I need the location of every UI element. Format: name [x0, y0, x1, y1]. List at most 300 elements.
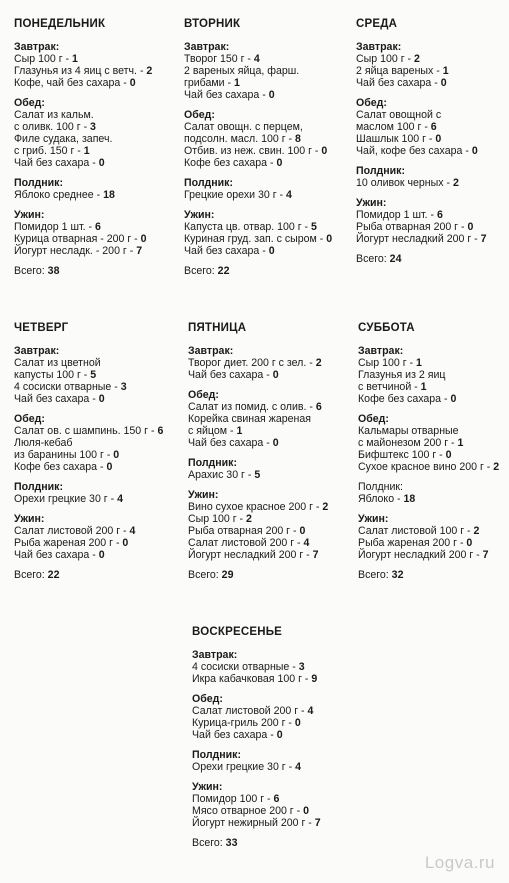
meal-title: Полдник:: [14, 177, 64, 189]
day-total-label: Всего:: [184, 265, 218, 277]
food-item-text: Кофе, чай без сахара -: [14, 77, 130, 89]
food-item-points: 0: [440, 77, 447, 89]
food-item-points: 7: [480, 233, 487, 245]
food-item-text: Рыба отварная 200 г -: [356, 221, 468, 233]
meal-title: Обед:: [14, 413, 45, 425]
food-item-text: Курица отварная - 200 г -: [14, 233, 141, 245]
food-item-points: 0: [98, 157, 105, 169]
food-item-text: 4 сосиски отварные -: [192, 661, 299, 673]
meal-title: Ужин:: [188, 489, 219, 501]
food-item: [192, 661, 352, 673]
food-item-text: Чай без сахара -: [188, 369, 273, 381]
food-item-text: Мясо отварное 200 г -: [192, 805, 304, 817]
food-item-text: Творог диет. 200 г с зел. -: [188, 357, 316, 369]
food-item-points: 7: [136, 245, 143, 257]
food-item-text: 2 яйца вареных -: [356, 65, 443, 77]
food-item: [184, 157, 344, 169]
day-total-value: 29: [221, 569, 234, 581]
food-item-points: 0: [471, 145, 478, 157]
food-item: [358, 461, 509, 473]
food-item: [192, 717, 352, 729]
food-item-points: 4: [253, 53, 260, 65]
meal-title: Завтрак:: [14, 41, 60, 53]
day-total: [14, 569, 174, 581]
day-title: ПОНЕДЕЛЬНИК: [14, 18, 106, 30]
food-item-text: Чай без сахара -: [184, 89, 269, 101]
food-item-points: 3: [90, 121, 96, 133]
food-item: [192, 705, 352, 717]
food-item: [192, 805, 352, 817]
food-item: [184, 133, 344, 145]
meal-section: [356, 197, 509, 245]
food-item-points: 6: [436, 209, 443, 221]
food-item: [188, 413, 348, 425]
meal-title: Обед:: [192, 693, 223, 705]
meal-title: Полдник:: [184, 177, 234, 189]
food-item: [358, 357, 509, 369]
meal-title: Ужин:: [14, 209, 45, 221]
food-item: [358, 537, 509, 549]
meal-title: Полдник:: [358, 481, 403, 493]
food-item: [14, 461, 174, 473]
food-item-text: 2 вареных яйца, фарш.: [184, 65, 300, 77]
day-total-label: Всего:: [14, 265, 48, 277]
meal-title: Ужин:: [184, 209, 215, 221]
food-item: [14, 77, 174, 89]
food-item: [14, 425, 174, 437]
food-item: [188, 425, 348, 437]
day-card-friday: [188, 322, 348, 581]
food-item-text: Чай без сахара -: [356, 77, 441, 89]
meal-title: Завтрак:: [358, 345, 404, 357]
food-item-text: Сыр 100 г -: [188, 513, 246, 525]
food-item: [14, 157, 174, 169]
food-item-points: 5: [90, 369, 97, 381]
meal-section: [356, 41, 509, 89]
day-total-label: Всего:: [356, 253, 390, 265]
food-item-text: Чай, кофе без сахара -: [356, 145, 472, 157]
food-item: [14, 525, 174, 537]
food-item: [14, 449, 174, 461]
food-item-points: 2: [146, 65, 153, 77]
food-item-text: Салат листовой 200 г -: [188, 537, 304, 549]
food-item-text: Глазунья из 4 яиц с ветч. -: [14, 65, 147, 77]
meal-title: Завтрак:: [188, 345, 234, 357]
food-item-text: Чай без сахара -: [14, 157, 99, 169]
food-item: [14, 65, 174, 77]
food-item: [358, 549, 509, 561]
food-item-text: Кальмары отварные: [358, 425, 459, 437]
food-item: [184, 65, 344, 77]
food-item: [14, 245, 174, 257]
meal-section: [14, 481, 174, 505]
food-item-text: Салат листовой 200 г -: [14, 525, 130, 537]
food-item-text: Люля-кебаб: [14, 437, 73, 449]
food-item-text: Салат овощной с: [356, 109, 442, 121]
food-item-points: 1: [234, 77, 240, 89]
food-item-points: 0: [294, 717, 301, 729]
food-item-points: 2: [322, 501, 329, 513]
day-total-value: 22: [217, 265, 230, 277]
food-item-points: 1: [72, 53, 78, 65]
food-item-points: 0: [276, 157, 283, 169]
food-item-text: из баранины 100 г -: [14, 449, 114, 461]
food-item-text: Капуста цв. отвар. 100 г -: [184, 221, 312, 233]
food-item-text: Корейка свиная жареная: [188, 413, 311, 425]
day-total: [188, 569, 348, 581]
food-item: [188, 549, 348, 561]
food-item-text: Салат листовой 200 г -: [192, 705, 308, 717]
meal-title: Полдник:: [356, 165, 406, 177]
meal-section: [14, 41, 174, 89]
meal-section: [358, 345, 509, 405]
food-item-points: 0: [268, 89, 275, 101]
food-item: [356, 177, 509, 189]
meal-section: [184, 41, 344, 101]
food-item-text: Салат овощн. с перцем,: [184, 121, 303, 133]
food-item-text: Салат из кальм.: [14, 109, 94, 121]
day-total-label: Всего:: [188, 569, 222, 581]
food-item-points: 5: [254, 469, 261, 481]
food-item: [14, 109, 174, 121]
meal-title: Обед:: [14, 97, 45, 109]
day-card-wednesday: [356, 18, 509, 265]
food-item-text: маслом 100 г -: [356, 121, 431, 133]
food-item: [358, 449, 509, 461]
meal-section: [14, 345, 174, 405]
food-item: [188, 357, 348, 369]
food-item-text: Йогурт несладкий 200 г -: [356, 233, 481, 245]
food-item: [14, 437, 174, 449]
food-item: [358, 425, 509, 437]
meal-section: [188, 345, 348, 381]
meal-section: [14, 177, 174, 201]
meal-section: [358, 513, 509, 561]
meal-title: Завтрак:: [14, 345, 60, 357]
meal-section: [356, 165, 509, 189]
day-total: [184, 265, 344, 277]
food-item-points: 6: [94, 221, 101, 233]
food-item-points: 6: [273, 793, 280, 805]
meal-section: [188, 389, 348, 449]
meal-section: [356, 97, 509, 157]
food-item-text: подсолн. масл. 100 г -: [184, 133, 296, 145]
food-item-points: 3: [120, 381, 127, 393]
food-item: [188, 537, 348, 549]
food-item: [356, 53, 509, 65]
day-total: [356, 253, 509, 265]
food-item-text: Чай без сахара -: [184, 245, 269, 257]
food-item-points: 0: [113, 449, 120, 461]
food-item-points: 0: [276, 729, 283, 741]
food-item-text: с оливк. 100 г -: [14, 121, 91, 133]
day-card-sunday: [192, 626, 352, 849]
food-item-points: 4: [117, 493, 123, 505]
food-item-text: Чай без сахара -: [14, 393, 99, 405]
food-item-text: Кофе без сахара -: [184, 157, 277, 169]
food-item: [14, 189, 174, 201]
food-item: [192, 729, 352, 741]
day-total-value: 33: [225, 837, 238, 849]
food-item: [14, 53, 174, 65]
food-item: [184, 189, 344, 201]
day-total-value: 38: [47, 265, 60, 277]
food-item-text: с майонезом 200 г -: [358, 437, 458, 449]
day-title: ПЯТНИЦА: [188, 322, 247, 334]
meal-section: [14, 413, 174, 473]
food-item: [188, 401, 348, 413]
food-item: [14, 369, 174, 381]
meal-title: Полдник:: [14, 481, 64, 493]
food-item: [14, 221, 174, 233]
food-item-text: Бифштекс 100 г -: [358, 449, 446, 461]
day-card-thursday: [14, 322, 174, 581]
food-item-text: Творог 150 г -: [184, 53, 254, 65]
food-item-points: 1: [83, 145, 90, 157]
food-item-text: Икра кабачковая 100 г -: [192, 673, 312, 685]
meal-section: [14, 209, 174, 257]
food-item-text: с ветчиной -: [358, 381, 421, 393]
food-item-points: 4: [286, 189, 292, 201]
food-item: [356, 133, 509, 145]
day-card-saturday: [358, 322, 509, 581]
food-item: [184, 53, 344, 65]
food-item-text: Помидор 1 шт. -: [14, 221, 95, 233]
food-item: [356, 209, 509, 221]
food-item: [14, 493, 174, 505]
food-item-points: 0: [272, 437, 279, 449]
food-item-text: Шашлык 100 г -: [356, 133, 436, 145]
food-item-text: 10 оливок черных -: [356, 177, 453, 189]
day-title: ЧЕТВЕРГ: [14, 322, 69, 334]
food-item-points: 6: [157, 425, 164, 437]
food-item-text: Кофе без сахара -: [358, 393, 451, 405]
food-item: [188, 501, 348, 513]
food-item-points: 0: [106, 461, 113, 473]
food-item-points: 2: [414, 53, 420, 65]
food-item: [14, 145, 174, 157]
meal-title: Ужин:: [356, 197, 387, 209]
meal-section: [14, 513, 174, 561]
food-item: [358, 437, 509, 449]
food-item-text: Салат ов. с шампинь. 150 г -: [14, 425, 158, 437]
food-item-text: Рыба жареная 200 г -: [358, 537, 467, 549]
meal-section: [358, 481, 509, 505]
food-item-text: Йогурт несладкий 200 г -: [188, 549, 313, 561]
food-item-points: 0: [326, 233, 333, 245]
food-item-points: 1: [420, 381, 427, 393]
food-item-text: Глазунья из 2 яиц: [358, 369, 446, 381]
food-item-text: 4 сосиски отварные -: [14, 381, 121, 393]
food-item: [358, 369, 509, 381]
food-item-text: Чай без сахара -: [188, 437, 273, 449]
meal-title: Завтрак:: [184, 41, 230, 53]
food-item: [192, 817, 352, 829]
food-item-text: Сыр 100 г -: [356, 53, 414, 65]
food-item-text: Чай без сахара -: [14, 549, 99, 561]
food-item: [14, 121, 174, 133]
food-item-points: 7: [312, 549, 319, 561]
food-item: [14, 549, 174, 561]
food-item: [188, 469, 348, 481]
food-item: [14, 537, 174, 549]
food-item-text: Помидор 1 шт. -: [356, 209, 437, 221]
day-title: ВТОРНИК: [184, 18, 241, 30]
food-item-points: 0: [268, 245, 275, 257]
food-item: [14, 133, 174, 145]
food-item: [358, 525, 509, 537]
food-item-text: Салат листовой 100 г -: [358, 525, 474, 537]
food-item-text: Сыр 100 г -: [358, 357, 416, 369]
food-item-points: 2: [452, 177, 459, 189]
day-total-label: Всего:: [358, 569, 392, 581]
food-item-points: 18: [103, 189, 115, 201]
day-card-monday: [14, 18, 174, 277]
food-item: [14, 381, 174, 393]
food-item-points: 18: [403, 493, 416, 505]
food-item-text: Орехи грецкие 30 г -: [192, 761, 296, 773]
food-item-text: Орехи грецкие 30 г -: [14, 493, 118, 505]
food-item-text: Яблоко среднее -: [14, 189, 104, 201]
food-item-points: 9: [311, 673, 318, 685]
food-item-text: Куриная груд. зап. с сыром -: [184, 233, 327, 245]
food-item-points: 5: [311, 221, 317, 233]
food-item-points: 6: [430, 121, 437, 133]
food-item: [358, 381, 509, 393]
food-item: [192, 673, 352, 685]
food-item: [184, 145, 344, 157]
day-total: [358, 569, 509, 581]
food-item-text: Вино сухое красное 200 г -: [188, 501, 323, 513]
food-item: [188, 369, 348, 381]
food-item: [358, 393, 509, 405]
food-item: [184, 77, 344, 89]
food-item-points: 2: [473, 525, 480, 537]
food-item-text: Помидор 100 г -: [192, 793, 274, 805]
food-item-points: 0: [450, 393, 457, 405]
food-item: [192, 761, 352, 773]
food-item: [14, 357, 174, 369]
food-item-points: 0: [122, 537, 129, 549]
day-total-label: Всего:: [14, 569, 48, 581]
food-item-points: 3: [298, 661, 305, 673]
day-total-value: 22: [47, 569, 60, 581]
food-item: [356, 233, 509, 245]
food-item-text: Салат из цветной: [14, 357, 101, 369]
food-item-points: 4: [307, 705, 314, 717]
food-item: [184, 245, 344, 257]
food-item-text: с яйцом -: [188, 425, 237, 437]
food-item-points: 1: [457, 437, 464, 449]
food-item-points: 2: [493, 461, 500, 473]
food-item-points: 0: [299, 525, 306, 537]
food-item-points: 0: [445, 449, 452, 461]
food-item: [184, 121, 344, 133]
meal-title: Завтрак:: [356, 41, 402, 53]
food-item-points: 1: [416, 357, 422, 369]
food-item-points: 2: [246, 513, 252, 525]
meal-title: Ужин:: [192, 781, 223, 793]
food-item: [14, 393, 174, 405]
food-item: [356, 65, 509, 77]
meal-section: [192, 781, 352, 829]
food-item-points: 2: [315, 357, 322, 369]
day-title: ВОСКРЕСЕНЬЕ: [192, 626, 283, 638]
meal-section: [184, 109, 344, 169]
meal-title: Завтрак:: [192, 649, 238, 661]
food-item-points: 7: [482, 549, 489, 561]
food-item-text: Чай без сахара -: [192, 729, 277, 741]
food-item: [184, 89, 344, 101]
food-item: [188, 525, 348, 537]
food-item-text: капусты 100 г -: [14, 369, 91, 381]
food-item-points: 6: [315, 401, 322, 413]
food-item-text: Арахис 30 г -: [188, 469, 255, 481]
meal-section: [184, 209, 344, 257]
food-item-points: 0: [303, 805, 309, 817]
food-item-points: 1: [442, 65, 449, 77]
meal-section: [184, 177, 344, 201]
food-item-text: Грецкие орехи 30 г -: [184, 189, 286, 201]
food-item: [14, 233, 174, 245]
food-item-text: Кофе без сахара -: [14, 461, 107, 473]
day-title: СУББОТА: [358, 322, 415, 334]
food-item: [356, 221, 509, 233]
meal-title: Ужин:: [14, 513, 45, 525]
food-item-points: 4: [303, 537, 310, 549]
food-item: [184, 233, 344, 245]
food-item-points: 0: [466, 537, 473, 549]
day-card-tuesday: [184, 18, 344, 277]
food-item: [356, 145, 509, 157]
food-item: [356, 121, 509, 133]
day-total: [192, 837, 352, 849]
food-item-text: Яблоко -: [358, 493, 404, 505]
meal-section: [188, 457, 348, 481]
meal-title: Обед:: [356, 97, 387, 109]
food-item-points: 0: [129, 77, 136, 89]
food-item-points: 7: [314, 817, 321, 829]
food-item: [356, 77, 509, 89]
food-item-points: 0: [140, 233, 147, 245]
food-item: [188, 437, 348, 449]
meal-title: Полдник:: [192, 749, 242, 761]
food-item-text: с гриб. 150 г -: [14, 145, 84, 157]
food-item-text: Йогурт нежирный 200 г -: [192, 817, 315, 829]
food-item-points: 0: [98, 549, 105, 561]
day-title: СРЕДА: [356, 18, 398, 30]
food-item-points: 1: [236, 425, 243, 437]
day-total: [14, 265, 174, 277]
meal-title: Полдник:: [188, 457, 238, 469]
food-item-text: Йогурт несладкий 200 г -: [358, 549, 483, 561]
food-item-text: Сухое красное вино 200 г -: [358, 461, 494, 473]
food-item: [184, 221, 344, 233]
day-total-value: 32: [391, 569, 404, 581]
food-item-text: Филе судака, запеч.: [14, 133, 113, 145]
food-item: [358, 493, 509, 505]
meal-section: [192, 649, 352, 685]
meal-section: [14, 97, 174, 169]
food-item-text: Курица-гриль 200 г -: [192, 717, 295, 729]
meal-section: [358, 413, 509, 473]
day-total-value: 24: [389, 253, 402, 265]
meal-title: Обед:: [188, 389, 219, 401]
food-item-text: Отбив. из неж. свин. 100 г -: [184, 145, 322, 157]
food-item-text: Йогурт несладк. - 200 г -: [14, 245, 137, 257]
food-item-text: грибами -: [184, 77, 235, 89]
food-item-text: Салат из помид. с олив. -: [188, 401, 316, 413]
